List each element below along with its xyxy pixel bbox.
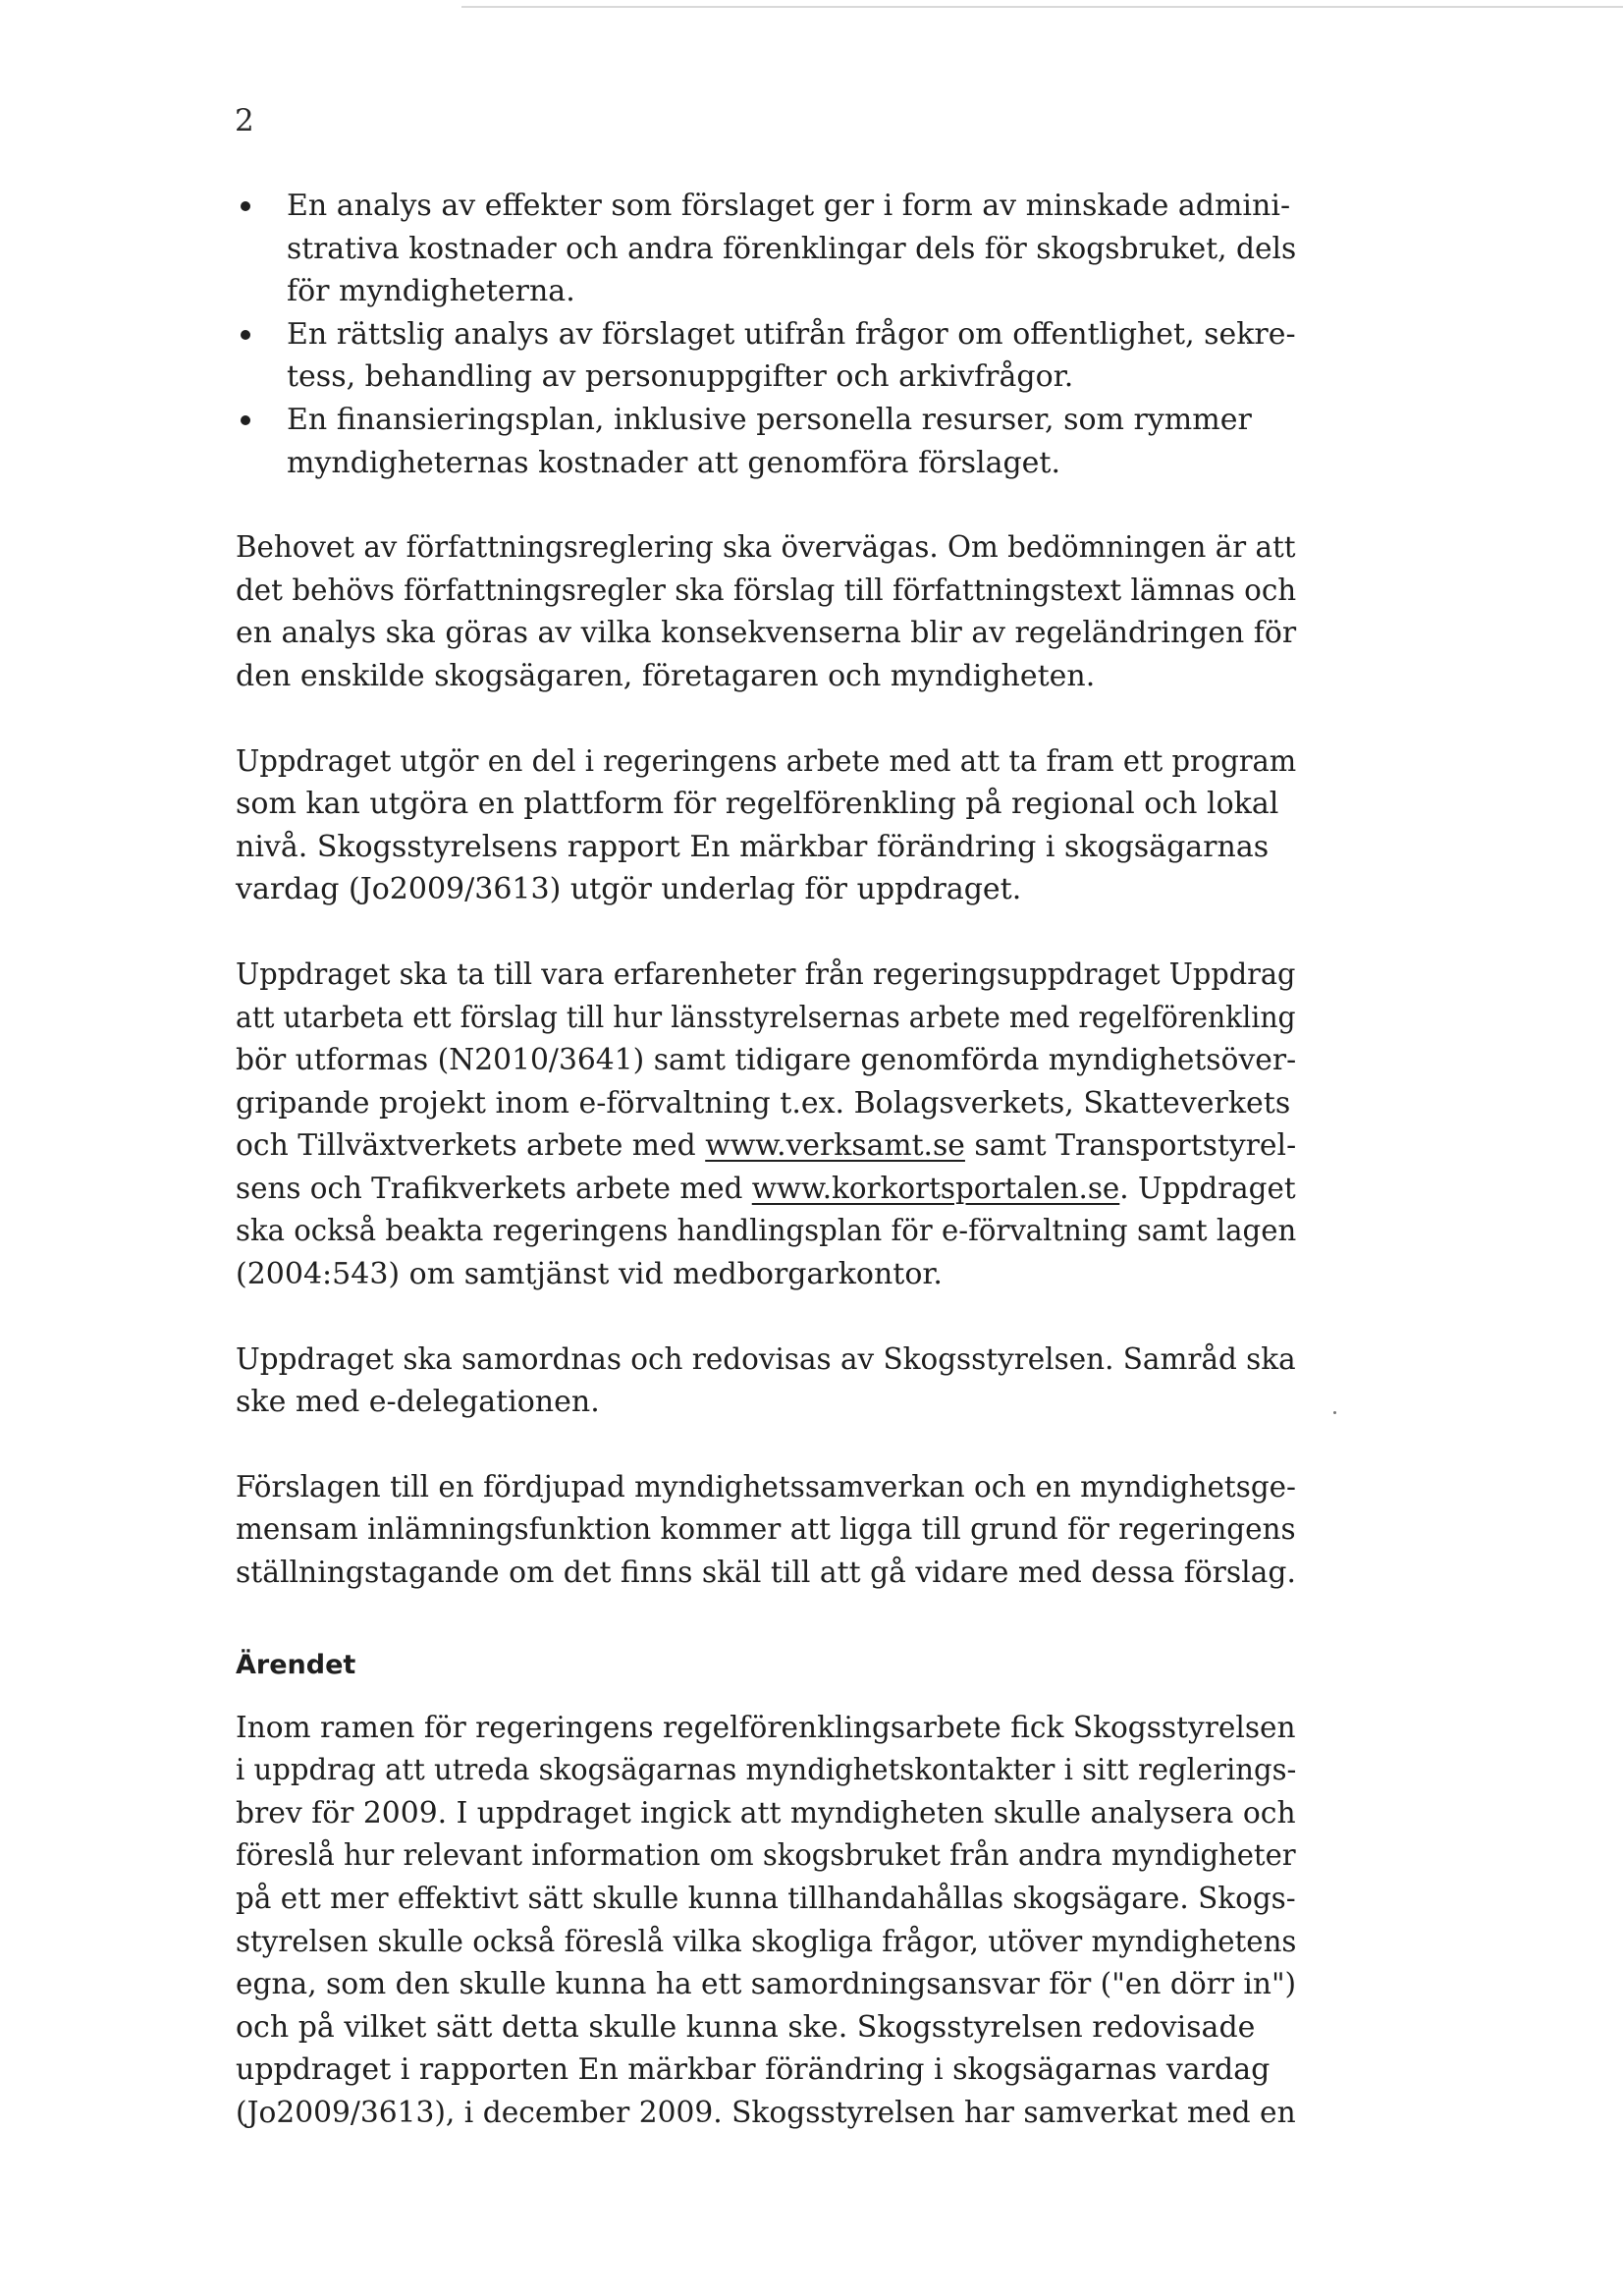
text-line: som kan utgöra en plattform för regelförenkling på regional och lokal [236, 787, 1279, 822]
text-line: (Jo2009/3613), i december 2009. Skogsstyrelsen har samverkat med en [236, 2095, 1296, 2130]
text-line: tess, behandling av personuppgifter och arkivfrågor. [287, 359, 1074, 395]
text-segment: och Tillväxtverkets arbete med [236, 1128, 706, 1164]
text-line: vardag (Jo2009/3613) utgör underlag för uppdraget. [236, 872, 1022, 907]
text-line: Uppdraget ska ta till vara erfarenheter från regeringsuppdraget Uppdrag [236, 957, 1296, 992]
verksamt-link[interactable]: www.verksamt.se [705, 1128, 965, 1164]
text-line: för myndigheterna. [287, 274, 575, 309]
text-line: brev för 2009. I uppdraget ingick att myndigheten skulle analysera och [236, 1795, 1296, 1831]
text-line: styrelsen skulle också föreslå vilka skogliga frågor, utöver myndighetens [236, 1924, 1297, 1959]
text-segment: samt Transportstyrel- [964, 1128, 1297, 1164]
text-segment: . Uppdraget [1119, 1171, 1296, 1206]
bullet-dot-icon [241, 201, 250, 211]
bullet-dot-icon [241, 330, 250, 340]
scan-speck [1333, 1411, 1336, 1414]
korkortsportalen-link[interactable]: www.korkortsportalen.se [751, 1171, 1120, 1206]
text-line: mensam inlämningsfunktion kommer att ligga till grund för regeringens [236, 1512, 1296, 1548]
text-line: ställningstagande om det finns skäl till att gå vidare med dessa förslag. [236, 1556, 1296, 1591]
text-line: egna, som den skulle kunna ha ett samordningsansvar för ("en dörr in") [236, 1967, 1297, 2002]
text-line: på ett mer effektivt sätt skulle kunna tillhandahållas skogsägare. Skogs- [236, 1882, 1296, 1916]
text-line: det behövs författningsregler ska förslag till författningstext lämnas och [236, 573, 1297, 608]
paragraph-experience [236, 954, 1296, 1296]
paragraph-proposals [236, 1466, 1296, 1595]
text-line: föreslå hur relevant information om skogsbruket från andra myndigheter [236, 1838, 1296, 1874]
text-line [236, 1168, 1296, 1211]
text-line [236, 1124, 1297, 1168]
paragraph-program [236, 740, 1296, 911]
paragraph-background [236, 1707, 1296, 2135]
text-line: gripande projekt inom e-förvaltning t.ex. Bolagsverkets, Skatteverkets [236, 1085, 1291, 1121]
bullet-list [236, 185, 1296, 484]
text-line: och på vilket sätt detta skulle kunna ske. Skogsstyrelsen redovisade [236, 2009, 1256, 2045]
text-line: ske med e-delegationen. [236, 1385, 600, 1420]
bullet-item [236, 313, 1296, 399]
text-line: En rättslig analys av förslaget utifrån frågor om offentlighet, sekre- [287, 316, 1296, 352]
text-segment: sens och Trafikverkets arbete med [236, 1171, 752, 1206]
document-body [236, 185, 1296, 2135]
text-line: Förslagen till en fördjupad myndighetssamverkan och en myndighetsge- [236, 1469, 1296, 1504]
text-line: uppdraget i rapporten En märkbar förändring i skogsägarnas vardag [236, 2052, 1271, 2088]
bullet-dot-icon [241, 415, 250, 425]
text-line: Uppdraget utgör en del i regeringens arbete med att ta fram ett program [236, 743, 1297, 779]
text-line: ska också beakta regeringens handlingsplan för e-förvaltning samt lagen [236, 1214, 1297, 1249]
bullet-item [236, 185, 1296, 313]
section-heading: Ärendet [236, 1649, 356, 1680]
text-line: myndigheternas kostnader att genomföra förslaget. [287, 445, 1060, 480]
text-line: Uppdraget ska samordnas och redovisas av Skogsstyrelsen. Samråd ska [236, 1341, 1296, 1377]
text-line: bör utformas (N2010/3641) samt tidigare genomförda myndighetsöver- [236, 1043, 1297, 1078]
paragraph-regulation [236, 526, 1296, 697]
text-line: (2004:543) om samtjänst vid medborgarkontor. [236, 1257, 943, 1292]
text-line: En analys av effekter som förslaget ger i form av minskade admini- [287, 189, 1291, 223]
text-line: Behovet av författningsreglering ska övervägas. Om bedömningen är att [236, 530, 1296, 566]
text-line: den enskilde skogsägaren, företagaren och myndigheten. [236, 658, 1096, 693]
text-line: Inom ramen för regeringens regelförenklingsarbete fick Skogsstyrelsen [236, 1710, 1296, 1745]
text-line: nivå. Skogsstyrelsens rapport En märkbar förändring i skogsägarnas [236, 829, 1270, 864]
paragraph-coordination [236, 1339, 1296, 1424]
bullet-item [236, 399, 1296, 484]
page-number: 2 [235, 103, 254, 138]
text-line: strativa kostnader och andra förenklingar dels för skogsbruket, dels [287, 231, 1297, 266]
text-line: En finansieringsplan, inklusive personella resurser, som rymmer [287, 402, 1252, 437]
text-line: en analys ska göras av vilka konsekvenserna blir av regeländringen för [236, 616, 1297, 651]
scan-edge-line [461, 6, 1623, 8]
text-line: att utarbeta ett förslag till hur länsstyrelsernas arbete med regelförenkling [236, 1000, 1296, 1035]
text-line: i uppdrag att utreda skogsägarnas myndighetskontakter i sitt reglerings- [236, 1753, 1297, 1788]
